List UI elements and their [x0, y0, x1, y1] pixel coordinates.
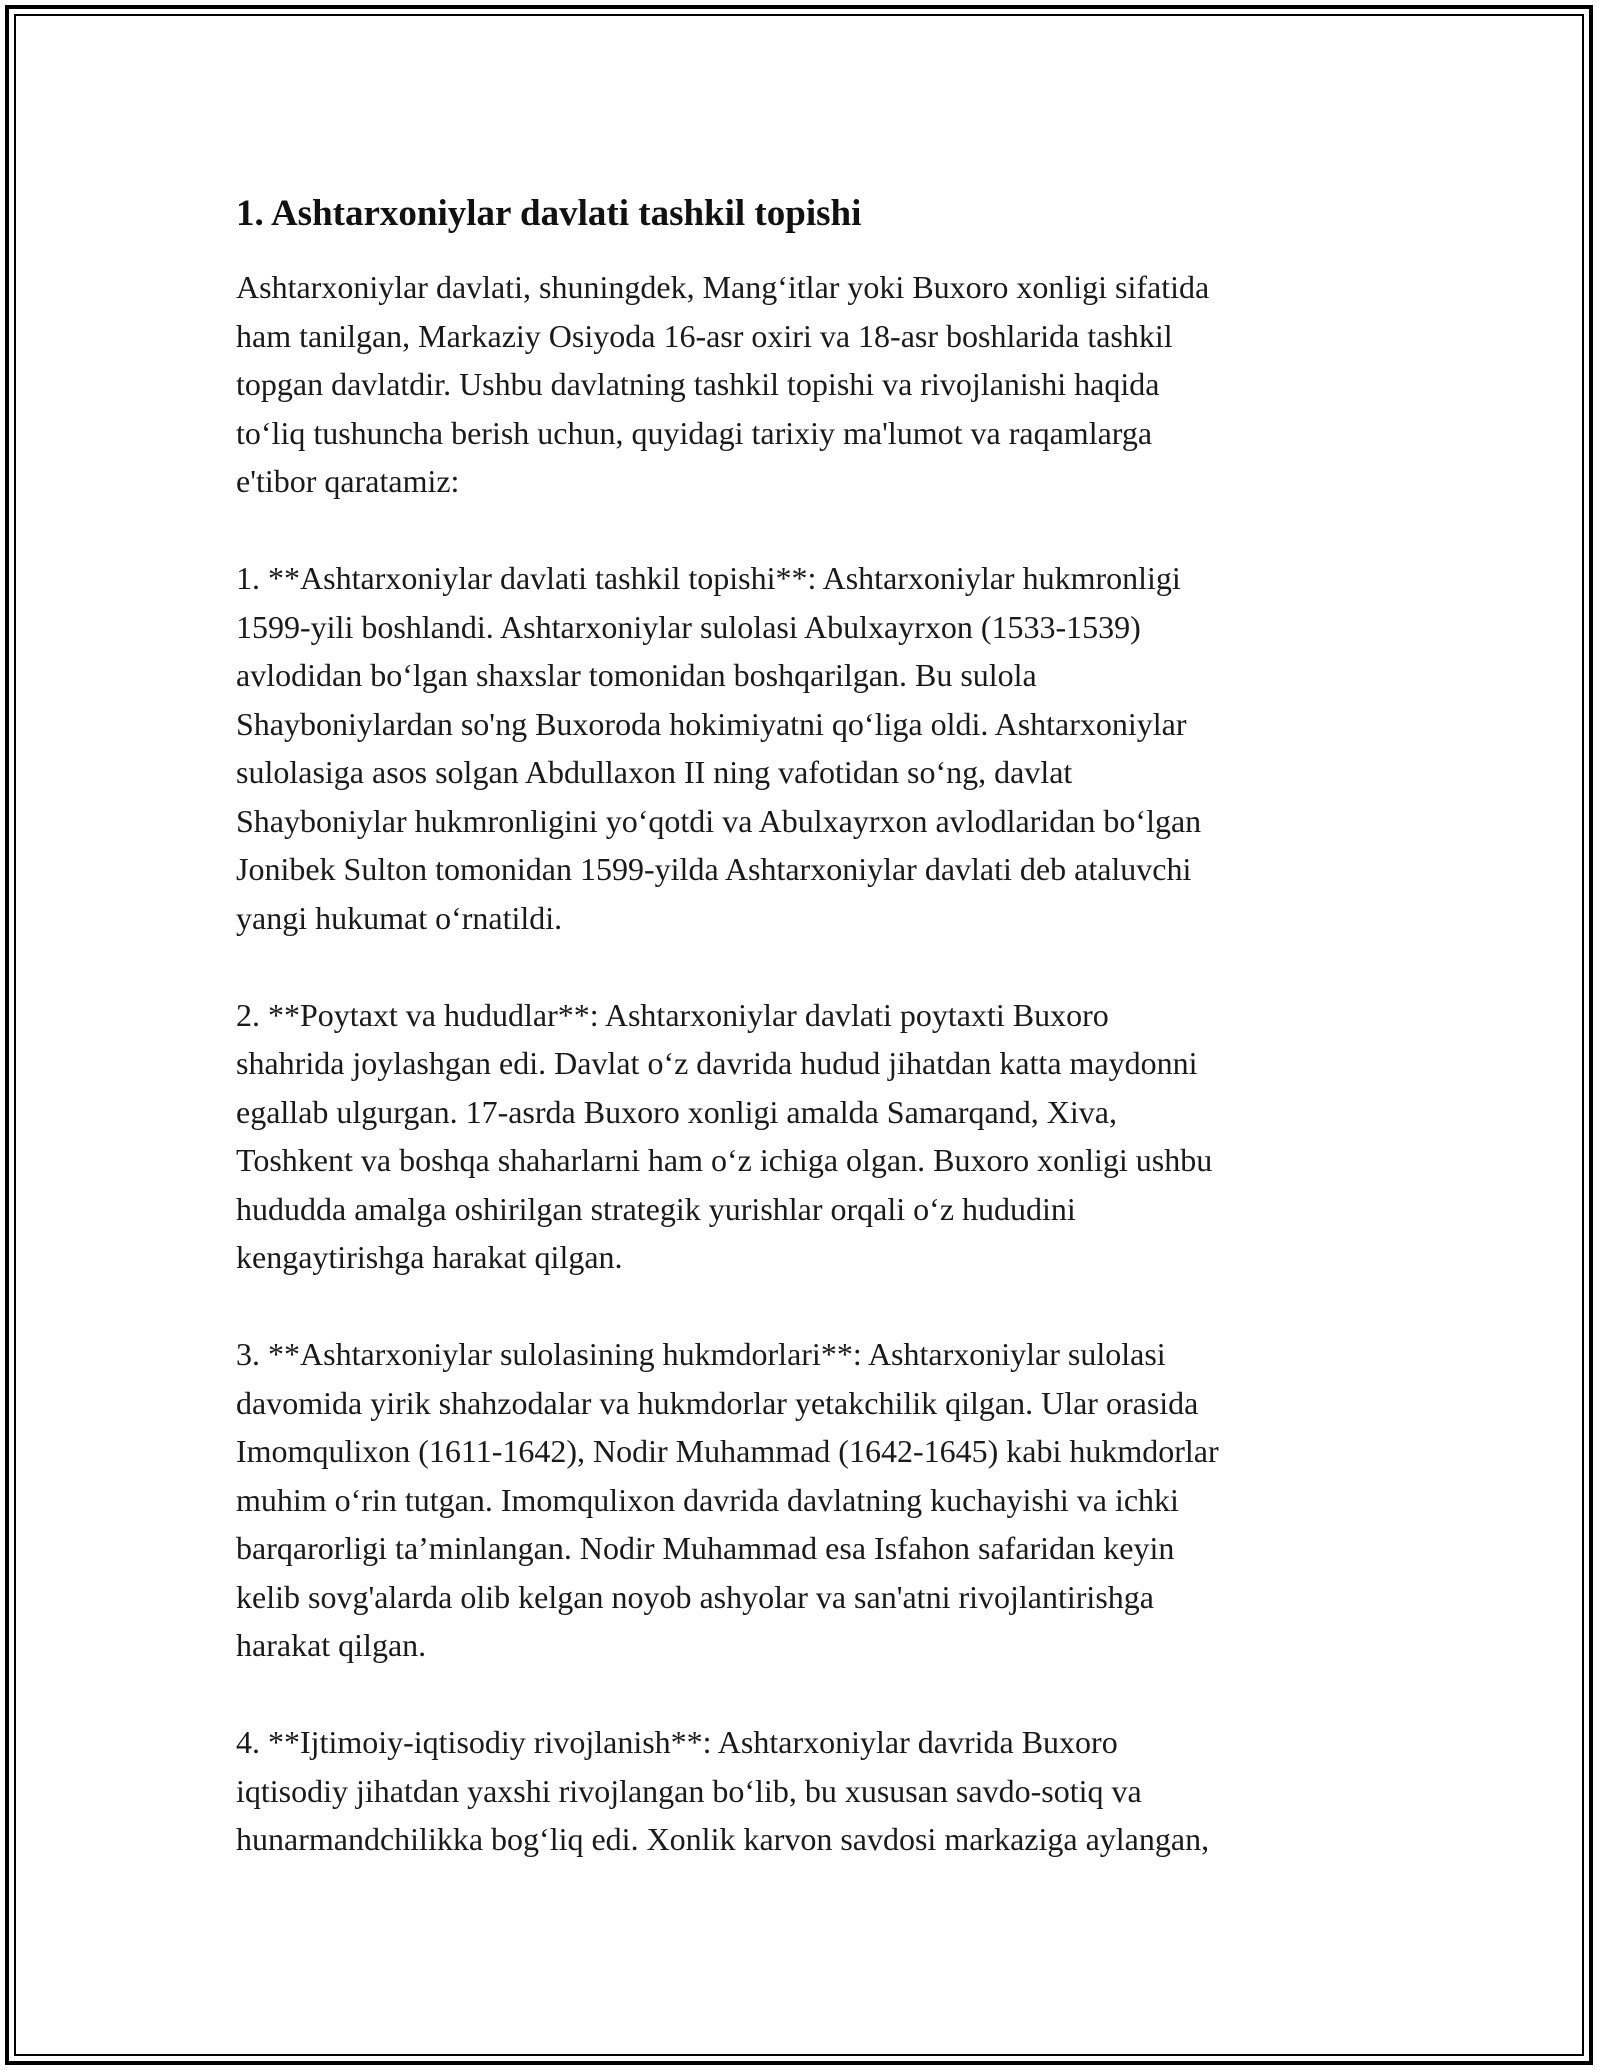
text-line: Ashtarxoniylar davlati, shuningdek, Mang‘itlar yoki Buxoro xonligi sifatida — [236, 269, 1210, 305]
text-line: Toshkent va boshqa shaharlarni ham o‘z ichiga olgan. Buxoro xonligi ushbu — [236, 1142, 1213, 1178]
text-line: 1. **Ashtarxoniylar davlati tashkil topishi**: Ashtarxoniylar hukmronligi — [236, 560, 1181, 596]
text-line: topgan davlatdir. Ushbu davlatning tashkil topishi va rivojlanishi haqida — [236, 366, 1160, 402]
text-line: avlodidan bo‘lgan shaxslar tomonidan boshqarilgan. Bu sulola — [236, 657, 1037, 693]
text-line: davomida yirik shahzodalar va hukmdorlar yetakchilik qilgan. Ular orasida — [236, 1384, 1199, 1421]
item-3-paragraph — [236, 1330, 1376, 1670]
item-1-paragraph — [236, 554, 1376, 942]
text-line: kelib sovg'alarda olib kelgan noyob ashyolar va san'atni rivojlantirishga — [236, 1578, 1154, 1615]
intro-paragraph — [236, 263, 1376, 506]
text-line: egallab ulgurgan. 17-asrda Buxoro xonligi amalda Samarqand, Xiva, — [236, 1093, 1117, 1130]
text-line: Imomqulixon (1611-1642), Nodir Muhammad (1642-1645) kabi hukmdorlar — [236, 1433, 1219, 1469]
text-line: yangi hukumat o‘rnatildi. — [236, 899, 563, 936]
text-line: shahrida joylashgan edi. Davlat o‘z davrida hudud jihatdan katta maydonni — [236, 1045, 1198, 1081]
text-line: hunarmandchilikka bog‘liq edi. Xonlik karvon savdosi markaziga aylangan, — [236, 1821, 1210, 1857]
text-line: kengaytirishga harakat qilgan. — [236, 1239, 623, 1275]
text-line: to‘liq tushuncha berish uchun, quyidagi tarixiy ma'lumot va raqamlarga — [236, 414, 1153, 451]
section-heading: 1. Ashtarxoniylar davlati tashkil topishi — [236, 193, 862, 234]
text-line: ham tanilgan, Markaziy Osiyoda 16-asr oxiri va 18-asr boshlarida tashkil — [236, 317, 1173, 354]
text-line: 1599-yili boshlandi. Ashtarxoniylar sulolasi Abulxayrxon (1533-1539) — [236, 608, 1141, 645]
text-line: Shayboniylar hukmronligini yo‘qotdi va Abulxayrxon avlodlaridan bo‘lgan — [236, 802, 1202, 839]
text-line: sulolasiga asos solgan Abdullaxon II ning vafotidan so‘ng, davlat — [236, 754, 1073, 790]
text-line: iqtisodiy jihatdan yaxshi rivojlangan bo‘lib, bu xususan savdo-sotiq va — [236, 1772, 1142, 1809]
text-line: 4. **Ijtimoiy-iqtisodiy rivojlanish**: Ashtarxoniylar davrida Buxoro — [236, 1724, 1118, 1760]
text-line: 3. **Ashtarxoniylar sulolasining hukmdorlari**: Ashtarxoniylar sulolasi — [236, 1336, 1166, 1372]
text-line: e'tibor qaratamiz: — [236, 463, 460, 499]
item-4-paragraph — [236, 1718, 1376, 1864]
text-line: harakat qilgan. — [236, 1627, 427, 1663]
text-line: Shayboniylardan so'ng Buxoroda hokimiyatni qo‘liga oldi. Ashtarxoniylar — [236, 705, 1187, 742]
item-2-paragraph — [236, 991, 1376, 1282]
text-line: 2. **Poytaxt va hududlar**: Ashtarxoniylar davlati poytaxti Buxoro — [236, 996, 1109, 1033]
text-line: hududda amalga oshirilgan strategik yurishlar orqali o‘z hududini — [236, 1190, 1076, 1227]
text-line: Jonibek Sulton tomonidan 1599-yilda Ashtarxoniylar davlati deb ataluvchi — [236, 851, 1192, 887]
text-line: muhim o‘rin tutgan. Imomqulixon davrida davlatning kuchayishi va ichki — [236, 1481, 1179, 1518]
text-line: barqarorligi ta’minlangan. Nodir Muhammad esa Isfahon safaridan keyin — [236, 1530, 1175, 1566]
document-body — [236, 185, 1376, 1912]
